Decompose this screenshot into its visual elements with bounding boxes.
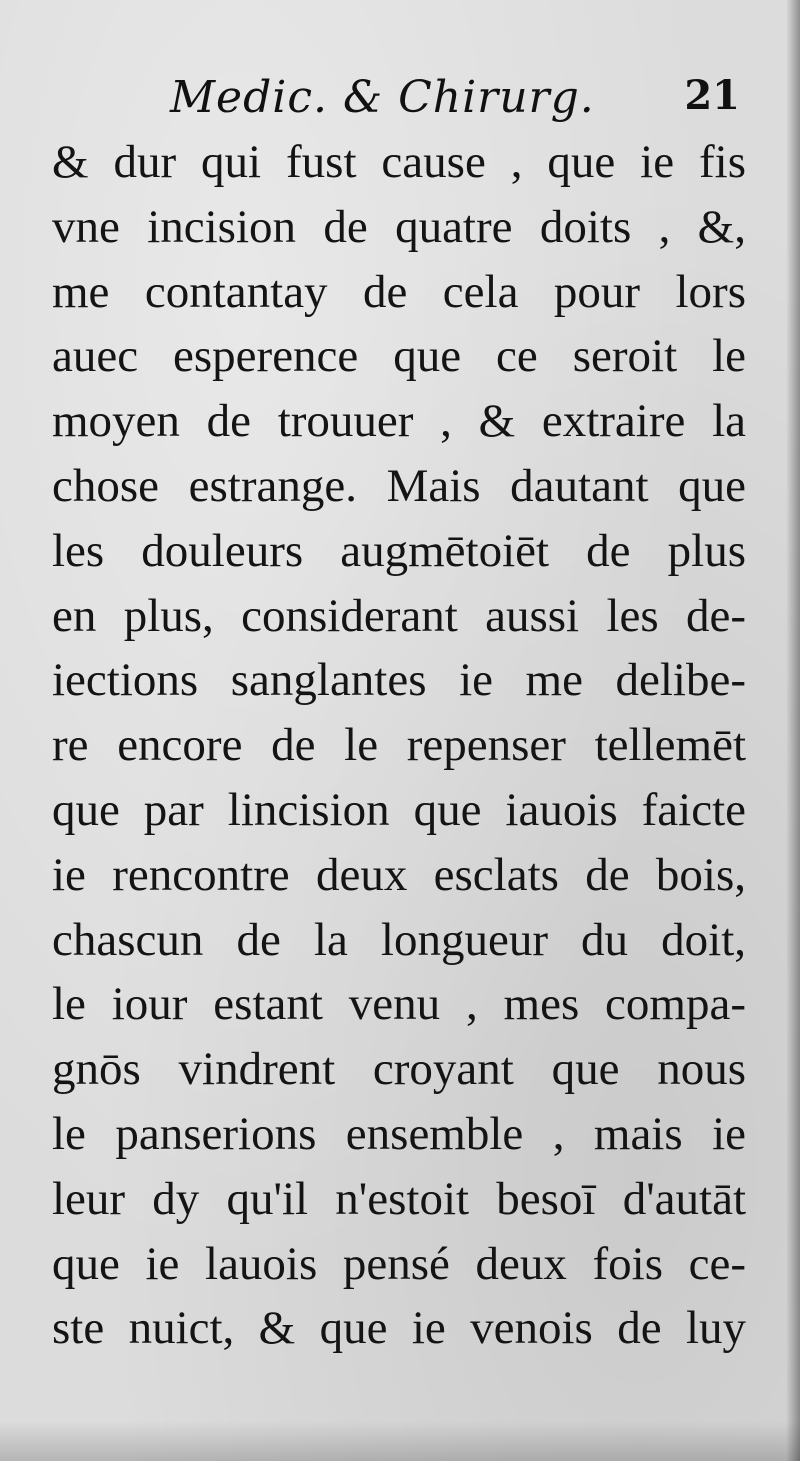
text-line: me contantay de cela pour lors bbox=[52, 265, 746, 318]
text-line: ste nuict, & que ie venois de luy bbox=[52, 1302, 746, 1355]
text-line: chose estrange. Mais dautant que bbox=[52, 459, 746, 512]
text-line: gnōs vindrent croyant que nous bbox=[52, 1043, 746, 1096]
page-number: 21 bbox=[684, 72, 740, 119]
text-line: auec esperence que ce seroit le bbox=[52, 330, 746, 383]
page-bottom-shadow bbox=[0, 1421, 800, 1461]
text-line: que ie lauois pensé deux fois ce- bbox=[52, 1237, 746, 1290]
text-line: re encore de le repenser tellemēt bbox=[52, 719, 746, 772]
page-header bbox=[50, 72, 750, 132]
text-line: le panserions ensemble , mais ie bbox=[52, 1107, 746, 1160]
text-line: en plus, considerant aussi les de- bbox=[52, 589, 746, 642]
text-line: iections sanglantes ie me delibe- bbox=[52, 654, 746, 707]
text-line: chascun de la longueur du doit, bbox=[52, 913, 746, 966]
text-line: moyen de trouuer , & extraire la bbox=[52, 395, 746, 448]
text-line: vne incision de quatre doits , &, bbox=[52, 200, 746, 253]
text-line: que par lincision que iauois faicte bbox=[52, 783, 746, 836]
body-text bbox=[52, 130, 752, 1355]
text-line: les douleurs augmētoiēt de plus bbox=[52, 524, 746, 577]
page-edge-shadow bbox=[786, 0, 800, 1461]
text-line: le iour estant venu , mes compa- bbox=[52, 978, 746, 1031]
text-line: & dur qui fust cause , que ie fis bbox=[52, 136, 746, 188]
running-title: Medic. & Chirurg. bbox=[170, 72, 595, 123]
text-line: leur dy qu'il n'estoit besoī d'autāt bbox=[52, 1172, 746, 1225]
text-line: ie rencontre deux esclats de bois, bbox=[52, 848, 746, 901]
